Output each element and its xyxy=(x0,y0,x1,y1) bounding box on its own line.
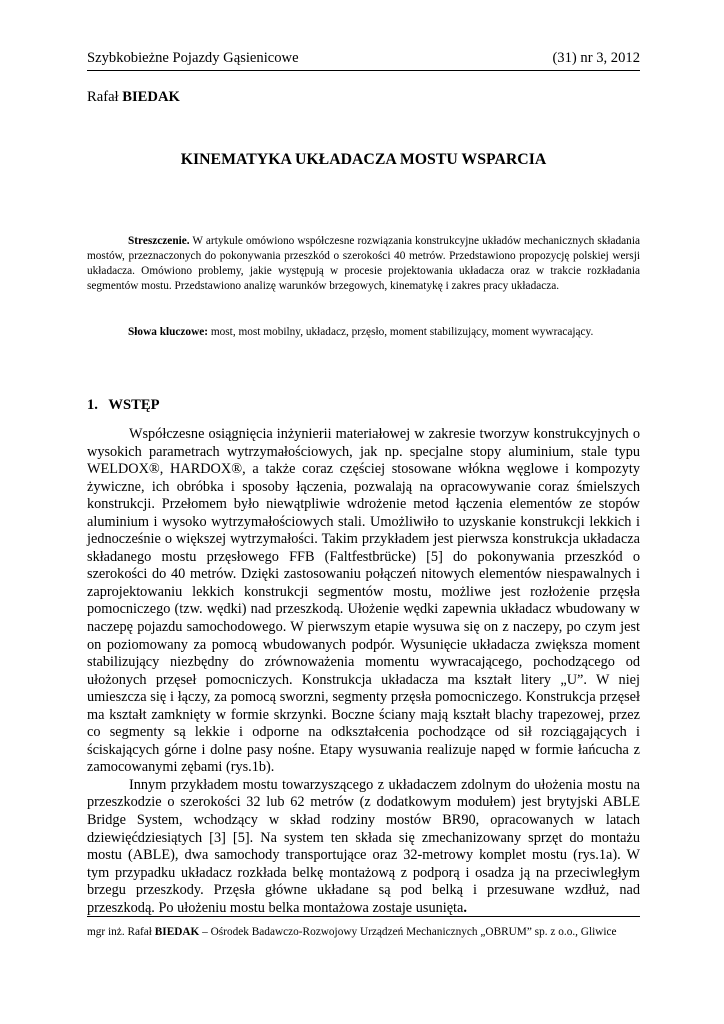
paper-title: KINEMATYKA UKŁADACZA MOSTU WSPARCIA xyxy=(180,151,547,168)
issue-number: (31) nr 3, 2012 xyxy=(552,50,640,66)
author-last-name: BIEDAK xyxy=(122,89,180,105)
running-header xyxy=(87,49,640,67)
footnote-suffix: – Ośrodek Badawczo-Rozwojowy Urządzeń Mechanicznych „OBRUM” sp. z o.o., Gliwice xyxy=(199,926,617,938)
section-number: 1. xyxy=(87,397,98,413)
journal-name: Szybkobieżne Pojazdy Gąsienicowe xyxy=(87,50,299,66)
section-heading xyxy=(87,396,159,414)
paper-page xyxy=(87,0,640,1024)
body-paragraph-2 xyxy=(87,777,640,917)
keywords-label: Słowa kluczowe: xyxy=(128,326,209,338)
keywords xyxy=(87,325,640,340)
keywords-text: most, most mobilny, układacz, przęsło, moment stabilizujący, moment wywracający. xyxy=(208,326,594,338)
header-rule xyxy=(87,70,640,71)
abstract-text: W artykule omówiono współczesne rozwiązania konstrukcyjne układów mechanicznych składania mostów, przeznaczonych do pokonywania przeszkód o szerokości 40 metrów. Przedstawiono propozycję polskiej wersji układacza. Omówiono problemy, jakie występują w procesie projektowania układacza oraz w trakcie rozkładania segmentów mostu. Przedstawiono analizę warunków brzegowych, kinematykę i zakres pracy układacza. xyxy=(87,235,640,292)
body-paragraph-2-end: . xyxy=(463,899,467,916)
footnote-rule xyxy=(87,916,640,917)
body-paragraph-1: Współczesne osiągnięcia inżynierii materiałowej w zakresie tworzyw konstrukcyjnych o wysokich parametrach wytrzymałościowych, jak np. specjalne stopy aluminium, stale typu WELDOX®, HARDOX®, a także coraz częściej stosowane włókna węglowe i kompozyty żywiczne, ich obróbka i sposoby łączenia, pozwalają na opracowywanie coraz śmielszych konstrukcji. Przełomem było niewątpliwie wdrożenie metod łączenia elementów ze stopów aluminium i wysoko wytrzymałościowych stali. Umożliwiło to uzyskanie konstrukcji lekkich i jednocześnie o większej wytrzymałości. Takim przykładem jest pierwsza konstrukcja układacza składanego mostu przęsłowego FFB (Faltfestbrücke) [5] do pokonywania przeszkód o szerokości do 40 metrów. Dzięki zastosowaniu połączeń nitowych elementów niespawalnych i zaprojektowaniu lekkich konstrukcji segmentów mostu, możliwe jest rozłożenie przęsła pomocniczego (tzw. wędki) nad przeszkodą. Ułożenie wędki zapewnia układacz wbudowany w naczepę pojazdu samochodowego. W pierwszym etapie wysuwa się on z naczepy, po czym jest on poziomowany za pomocą wbudowanych podpór. Wysunięcie układacza zwiększa moment stabilizujący niezbędny do zrównoważenia momentu wywracającego, pochodzącego od ułożonych przęseł pomocniczych. Konstrukcja układacza ma kształt litery „U”. W niej umieszcza się i łączy, za pomocą sworzni, segmenty przęsła pomocniczego. Konstrukcja przęseł ma kształt zamknięty w formie skrzynki. Boczne ściany mają kształt blachy trapezowej, przez co segmenty są lekkie i odporne na odkształcenia pochodzące od sił rozciągających i ściskających górne i dolne pasy nośne. Etapy wysuwania realizuje napęd w formie łańcucha z zamocowanymi zębami (rys.1b). xyxy=(87,426,640,776)
author-affiliation-footnote xyxy=(87,925,640,940)
footnote-name: BIEDAK xyxy=(154,926,200,938)
author-first-name: Rafał xyxy=(87,89,119,105)
abstract-label: Streszczenie. xyxy=(128,235,190,247)
section-title: WSTĘP xyxy=(108,397,160,413)
body-paragraph-2-text: Innym przykładem mostu towarzyszącego z układaczem zdolnym do ułożenia mostu na przeszkodzie o szerokości 32 lub 62 metrów (z dodatkowym modułem) jest brytyjski ABLE Bridge System, wchodzący w skład rodziny mostów BR90, opracowanych w latach dziewięćdziesiątych [3] [5]. Na system ten składa się zmechanizowany sprzęt do montażu mostu (ABLE), dwa samochody transportujące oraz 32-metrowy komplet mostu (rys.1a). W tym przypadku układacz rozkłada belkę montażową z podporą i osadza ją na przeciwległym brzegu przeszkody. Przęsła główne układane są pod belką i przesuwane wzdłuż, nad przeszkodą. Po ułożeniu mostu belka montażowa zostaje usunięta xyxy=(87,776,640,916)
footnote-prefix: mgr inż. Rafał xyxy=(87,926,155,938)
body-text xyxy=(87,426,640,917)
author-line xyxy=(87,88,180,106)
abstract xyxy=(87,234,640,294)
